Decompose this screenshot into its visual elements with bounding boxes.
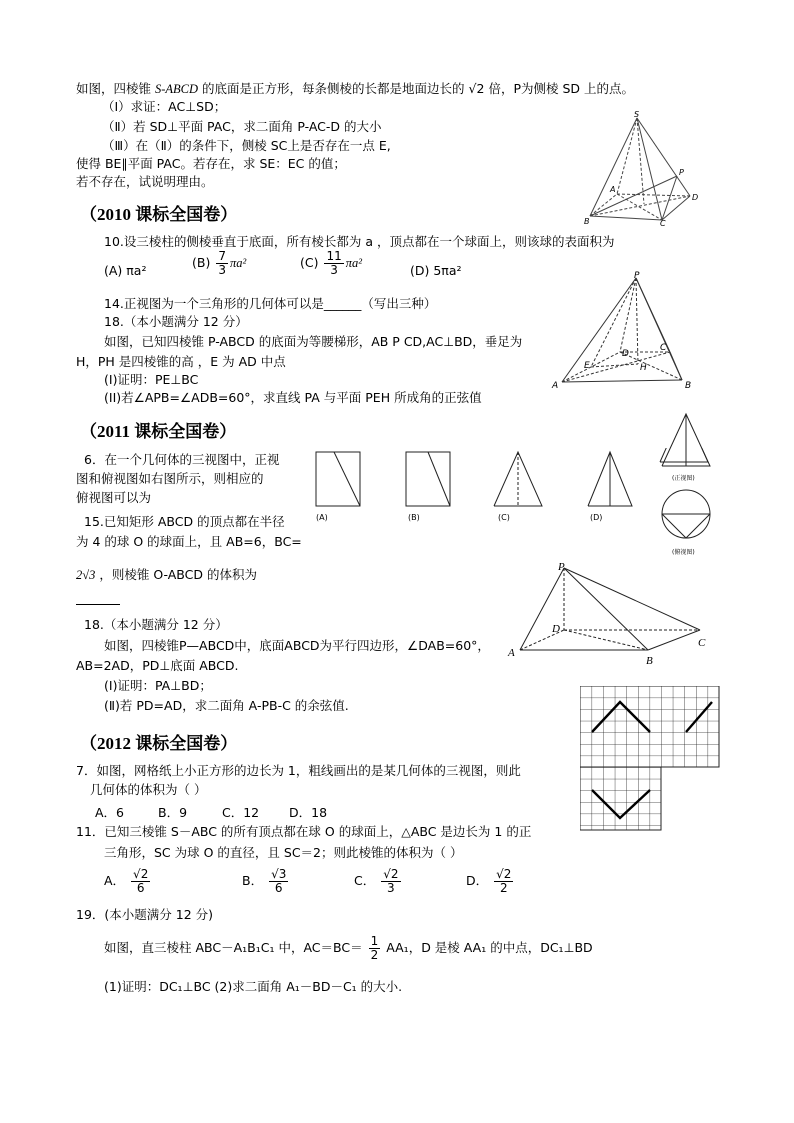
q15-line-1: 15.已知矩形 ABCD 的顶点都在半径 xyxy=(84,514,285,529)
fig3-label-b: B xyxy=(646,655,653,667)
q18-2010-line-4: (I)证明：PE⊥BC xyxy=(104,372,199,387)
fig2-label-h: H xyxy=(640,363,647,373)
q18-2011-line-1: 18.（本小题满分 12 分） xyxy=(84,617,228,632)
fig1-label-b: B xyxy=(584,217,590,226)
q6-line-3: 俯视图可以为 xyxy=(76,490,152,505)
q7-grid-figure xyxy=(580,686,720,832)
intro-text-b: S-ABCD xyxy=(155,82,199,96)
q19-den: 2 xyxy=(370,948,379,962)
q18-2011-line-3: AB=2AD，PD⊥底面 ABCD. xyxy=(76,658,239,673)
q11-d-label: D． xyxy=(466,873,489,888)
fig3-label-a: A xyxy=(508,647,515,659)
q7-option-a: A．6 xyxy=(95,805,125,820)
q10-c-den: 3 xyxy=(330,263,338,277)
fig2-label-d: D xyxy=(622,349,629,359)
fig1-label-c: C xyxy=(660,219,666,226)
q11-option-d xyxy=(466,868,515,895)
q10-b-fraction xyxy=(216,250,228,277)
fig2-label-b: B xyxy=(685,381,692,390)
q10-option-b xyxy=(192,250,246,277)
q18-2011-line-4: (Ⅰ)证明：PA⊥BD； xyxy=(104,678,212,693)
q7-option-b: B．9 xyxy=(158,805,188,820)
intro-line-6: 若不存在，试说明理由。 xyxy=(76,174,214,189)
figure-pyramid-2010 xyxy=(550,268,700,390)
q19-num: 1 xyxy=(370,934,379,948)
blank-line xyxy=(76,592,120,605)
q11-c-num: √2 xyxy=(383,867,399,881)
q11-c-label: C． xyxy=(354,873,376,888)
q18-2010-line-2: 如图，已知四棱锥 P-ABCD 的底面为等腰梯形，AB P CD,AC⊥BD，垂足为 xyxy=(104,334,523,349)
heading-2011: （2011 课标全国卷） xyxy=(80,422,237,441)
q11-a-label: A． xyxy=(104,873,126,888)
q18-2011-line-2: 如图，四棱锥P—ABCD中，底面ABCD为平行四边形，∠DAB=60°， xyxy=(104,638,490,653)
q15-line-3 xyxy=(76,566,257,584)
figure-pyramid-2011 xyxy=(506,560,716,668)
q10-option-a: (A) πa² xyxy=(104,263,147,278)
q10-c-num: 11 xyxy=(326,249,342,263)
q10-b-den: 3 xyxy=(218,263,226,277)
q10-c-tail: πa² xyxy=(345,256,363,270)
q11-a-den: 6 xyxy=(136,881,145,895)
q7-option-c: C．12 xyxy=(222,805,260,820)
q6-line-1: 6．在一个几何体的三视图中，正视 xyxy=(84,452,280,467)
q10-b-label: (B) xyxy=(192,255,211,270)
q11-option-c xyxy=(354,868,403,895)
intro-line-2: （Ⅰ）求证：AC⊥SD； xyxy=(102,99,227,114)
fig3-label-d: D xyxy=(552,623,560,635)
q11-b-fraction xyxy=(269,868,288,895)
q10-c-label: (C) xyxy=(300,255,319,270)
q6-opt-a: (A) xyxy=(316,513,328,522)
q10-stem: 10.设三棱柱的侧棱垂直于底面，所有棱长都为 a ，顶点都在一个球面上，则该球的表面积为 xyxy=(104,234,615,249)
q11-a-fraction xyxy=(131,868,150,895)
q19-line-2 xyxy=(104,935,593,962)
q18-2010-line-5: (II)若∠APB=∠ADB=60°，求直线 PA 与平面 PEH 所成角的正弦值 xyxy=(104,390,482,405)
q19-text-a: 如图，直三棱柱 ABC－A₁B₁C₁ 中，AC＝BC＝ xyxy=(104,940,363,955)
intro-text-e: 倍，P为侧棱 SD 上的点。 xyxy=(488,81,634,96)
q19-fraction xyxy=(369,935,381,962)
fig1-label-s: S xyxy=(634,110,640,119)
fig2-label-a: A xyxy=(552,381,559,390)
q11-option-b xyxy=(242,868,290,895)
q10-c-fraction xyxy=(324,250,343,277)
q10-option-d: (D) 5πa² xyxy=(410,263,462,278)
q11-d-fraction xyxy=(494,868,513,895)
q7-line-1: 7．如图，网格纸上小正方形的边长为 1，粗线画出的是某几何体的三视图，则此 xyxy=(76,763,521,778)
heading-2012: （2012 课标全国卷） xyxy=(80,734,238,753)
q6-opt-d: (D) xyxy=(590,513,603,522)
q19-line-3: (1)证明：DC₁⊥BC (2)求二面角 A₁－BD－C₁ 的大小. xyxy=(104,979,403,994)
figure-pyramid-sabcd xyxy=(582,108,700,226)
q11-c-fraction xyxy=(381,868,400,895)
q6-line-2: 图和俯视图如右图所示，则相应的 xyxy=(76,471,264,486)
q19-text-b: AA₁，D 是棱 AA₁ 的中点，DC₁⊥BD xyxy=(386,940,593,955)
q10-option-c xyxy=(300,250,362,277)
fig1-label-a: A xyxy=(610,185,616,194)
q11-option-a xyxy=(104,868,152,895)
q11-b-label: B． xyxy=(242,873,264,888)
intro-line-4: （Ⅲ）在（Ⅱ）的条件下，侧棱 SC上是否存在一点 E, xyxy=(102,138,391,153)
q15-text: ，则棱锥 O-ABCD 的体积为 xyxy=(99,567,257,582)
fig2-label-e: E xyxy=(584,361,590,371)
q7-option-d: D．18 xyxy=(289,805,328,820)
q11-b-den: 6 xyxy=(274,881,283,895)
q6-opt-c: (C) xyxy=(498,513,510,522)
intro-line-3: （Ⅱ）若 SD⊥平面 PAC，求二面角 P-AC-D 的大小 xyxy=(102,119,382,134)
q19-line-1: 19．(本小题满分 12 分) xyxy=(76,907,214,922)
fig1-label-p: P xyxy=(679,168,684,177)
q11-d-num: √2 xyxy=(496,867,512,881)
intro-line-1 xyxy=(76,80,634,98)
q15-value: 2√3 xyxy=(76,568,96,582)
fig3-label-c: C xyxy=(698,637,706,649)
q11-b-num: √3 xyxy=(271,867,287,881)
q10-b-tail: πa² xyxy=(229,256,247,270)
q11-line-1: 11．已知三棱锥 S－ABC 的所有顶点都在球 O 的球面上，△ABC 是边长为 1 的正 xyxy=(76,824,532,839)
fig3-label-p: P xyxy=(558,561,565,573)
q11-line-2: 三角形，SC 为球 O 的直径，且 SC＝2；则此棱锥的体积为（ ） xyxy=(104,845,463,860)
q18-2011-line-5: (Ⅱ)若 PD=AD，求二面角 A-PB-C 的余弦值. xyxy=(104,698,349,713)
intro-text-c: 的底面是正方形，每条侧棱的长都是地面边长的 xyxy=(202,81,465,96)
q18-2010-line-3: H，PH 是四棱锥的高 ，E 为 AD 中点 xyxy=(76,354,286,369)
q6-front-caption: (正视图) xyxy=(672,475,695,482)
q6-figure-views xyxy=(654,408,718,558)
heading-2010: （2010 课标全国卷） xyxy=(80,205,238,224)
q14-2010: 14.正视图为一个三角形的几何体可以是______（写出三种） xyxy=(104,296,437,311)
intro-line-5: 使得 BE∥平面 PAC。若存在，求 SE：EC 的值； xyxy=(76,156,346,171)
fig1-label-d: D xyxy=(692,193,699,202)
q18-2010-line-1: 18.（本小题满分 12 分） xyxy=(104,314,248,329)
q6-top-caption: (俯视图) xyxy=(672,549,695,556)
q15-line-2: 为 4 的球 O 的球面上，且 AB=6，BC= xyxy=(76,534,302,549)
q11-c-den: 3 xyxy=(387,881,395,895)
q10-b-num: 7 xyxy=(218,249,226,263)
intro-text-a: 如图，四棱锥 xyxy=(76,81,152,96)
fig2-label-c: C xyxy=(660,343,667,353)
intro-sqrt: √2 xyxy=(468,81,485,96)
q7-line-2: 几何体的体积为（ ） xyxy=(90,782,207,797)
q11-a-num: √2 xyxy=(133,867,149,881)
q11-d-den: 2 xyxy=(499,881,508,895)
fig2-label-p: P xyxy=(634,271,640,281)
q15-answer-blank xyxy=(76,592,120,610)
q6-opt-b: (B) xyxy=(408,513,420,522)
